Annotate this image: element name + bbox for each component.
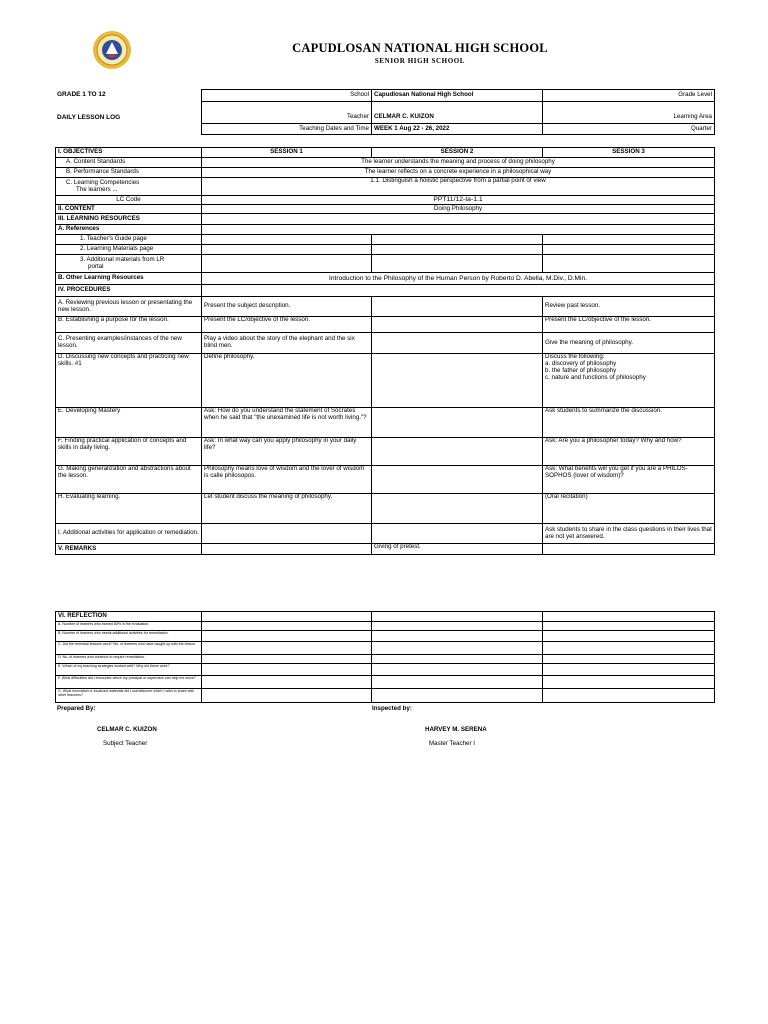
proc-f-session3: Ask: Are you a philosopher today? Why and how? [543, 438, 715, 466]
reflection-b: B. Number of learners who needs additional activities for remediation. [56, 631, 202, 642]
remarks-session2: Giving of pretest. [372, 544, 543, 555]
proc-c-label: C. Presenting examples/instances of the new lesson. [56, 333, 202, 354]
proc-g-session1: Philosophy means love of wisdom and the lover of wisdom is calle philosopos. [202, 466, 372, 494]
quarter-label: Quarter [543, 124, 715, 135]
performance-standards-label: B. Performance Standards [56, 168, 202, 178]
reflection-d: D. No. of learners who continue to require remediation. [56, 655, 202, 664]
preparer-title: Subject Teacher [103, 740, 148, 747]
proc-a-session3: Review past lesson. [543, 297, 715, 317]
reflection-g: G. What innovation or localized materials did I use/discover which I wish to share with other teachers? [56, 689, 202, 703]
remarks-label: V. REMARKS [56, 544, 202, 555]
school-label: School [202, 90, 372, 102]
proc-f-label: F. Finding practical application of concepts and skills in daily living. [56, 438, 202, 466]
content-value: Doing Philosophy [202, 205, 715, 214]
proc-b-session3: Present the LC/objective of the lesson. [543, 317, 715, 333]
grade-level-label: Grade Level [543, 90, 715, 102]
school-name: CAPUDLOSAN NATIONAL HIGH SCHOOL [292, 41, 548, 55]
school-subtitle: SENIOR HIGH SCHOOL [374, 57, 466, 65]
info-table [201, 89, 715, 135]
content-standards-value: The learner understands the meaning and process of doing philosophy [202, 158, 715, 168]
reflection-f: F. What difficulties did I encounter which my principal or supervisor can help me solve? [56, 676, 202, 689]
teacher-value: CELMAR C. KUIZON [372, 113, 543, 124]
reflection-a: A. Number of learners who earned 80% in the evaluation. [56, 622, 202, 631]
session3-header: SESSION 3 [543, 148, 715, 158]
log-title: DAILY LESSON LOG [57, 114, 121, 121]
additional-materials-sublabel: portal [88, 262, 104, 270]
proc-g-session3: Ask: What benefits will you get if you are a PHILOS-SOPHOS (lover of wisdom)? [543, 466, 715, 494]
proc-d-label: D. Discussing new concepts and practicing new skills. #1 [56, 354, 202, 408]
proc-g-label: G. Making generalization and abstractions about the lesson. [56, 466, 202, 494]
competencies-label: C. Learning Competencies [66, 178, 140, 186]
references-label: A. References [56, 225, 202, 235]
reflection-e: E. Which of my teaching strategies worked well? Why did these work? [56, 664, 202, 676]
competencies-sublabel: The learners ... [76, 185, 118, 193]
proc-i-label: I. Additional activities for application or remediation. [56, 524, 202, 544]
proc-b-session1: Present the LC/objective of the lesson. [202, 317, 372, 333]
school-value: Capudlosan National High School [372, 90, 543, 102]
proc-h-label: H. Evaluating learning. [56, 494, 202, 524]
proc-b-label: B. Establishing a purpose for the lesson. [56, 317, 202, 333]
reflection-table [55, 611, 715, 703]
other-resources-label: B. Other Learning Resources [56, 273, 202, 285]
proc-e-session1: Ask: How do you understand the statement of Socrates when he said that "the unexamined life is not worth living."? [202, 408, 372, 438]
reflection-c: C. Did the remedial lessons work? No. of learners who have caught up with the lesson. [56, 642, 202, 655]
lc-code-label: LC Code [56, 196, 202, 205]
proc-d-session1: Define philosophy. [202, 354, 372, 408]
learning-materials-label: 2. Learning Materials page [56, 245, 202, 255]
proc-e-session3: Ask students to summarize the discussion. [543, 408, 715, 438]
learning-area-label: Learning Area [543, 113, 715, 124]
proc-d-session3-item-a: a. discovery of philosophy [545, 359, 617, 367]
proc-h-session1: Let student discuss the meaning of philosophy. [202, 494, 372, 524]
reflection-title: VI. REFLECTION [56, 612, 202, 622]
objectives-header: I. OBJECTIVES [56, 148, 202, 158]
inspector-name: HARVEY M. SERENA [425, 726, 487, 733]
preparer-name: CELMAR C. KUIZON [97, 726, 157, 733]
performance-standards-value: The learner reflects on a concrete experience in a philosophical way [202, 168, 715, 178]
proc-c-session3: Give the meaning of philosophy. [543, 333, 715, 354]
procedures-label: IV. PROCEDURES [56, 285, 202, 297]
proc-h-session3: (Oral recitation) [543, 494, 715, 524]
content-label: II. CONTENT [56, 205, 202, 214]
lc-code-value: PPT11/12-Ia-1.1 [202, 196, 715, 205]
proc-d-session3-item-b: b. the father of philosophy [545, 366, 617, 374]
proc-d-session3-intro: Discuss the following: [545, 353, 605, 360]
session1-header: SESSION 1 [202, 148, 372, 158]
proc-i-session3: Ask students to share in the class questions in their lives that are not yet answered. [543, 524, 715, 544]
proc-d-session3-item-c: c. nature and functions of philosophy [545, 373, 646, 381]
proc-a-label: A. Reviewing previous lesson or presentating the new lesson. [56, 297, 202, 317]
competencies-value: 1.1. Distinguish a holistic perspective from a partial point of view [202, 178, 715, 196]
lesson-table [55, 147, 715, 555]
proc-e-label: E. Developing Mastery [56, 408, 202, 438]
inspector-title: Master Teacher I [429, 740, 475, 747]
session2-header: SESSION 2 [372, 148, 543, 158]
dates-value: WEEK 1 Aug 22 - 26, 2022 [372, 124, 543, 135]
proc-c-session1: Play a video about the story of the elephant and the six blind men. [202, 333, 372, 354]
learning-resources-label: III. LEARNING RESOURCES [56, 214, 202, 225]
inspected-by-label: Inspected by: [372, 705, 412, 712]
proc-a-session1: Present the subject description. [202, 297, 372, 317]
teachers-guide-label: 1. Teacher's Guide page [56, 235, 202, 245]
dates-label: Teaching Dates and Time [202, 124, 372, 135]
prepared-by-label: Prepared By: [57, 705, 96, 712]
other-resources-value: Introduction to the Philosophy of the Human Person by Roberto D. Abella, M.Div., D.Min. [202, 273, 715, 285]
grade-range: GRADE 1 TO 12 [57, 91, 106, 98]
additional-materials-label: 3. Additional materials from LR [80, 255, 165, 263]
content-standards-label: A. Content Standards [56, 158, 202, 168]
proc-f-session1: Ask: In what way can you apply philosophy in your daily life? [202, 438, 372, 466]
teacher-label: Teacher [202, 113, 372, 124]
